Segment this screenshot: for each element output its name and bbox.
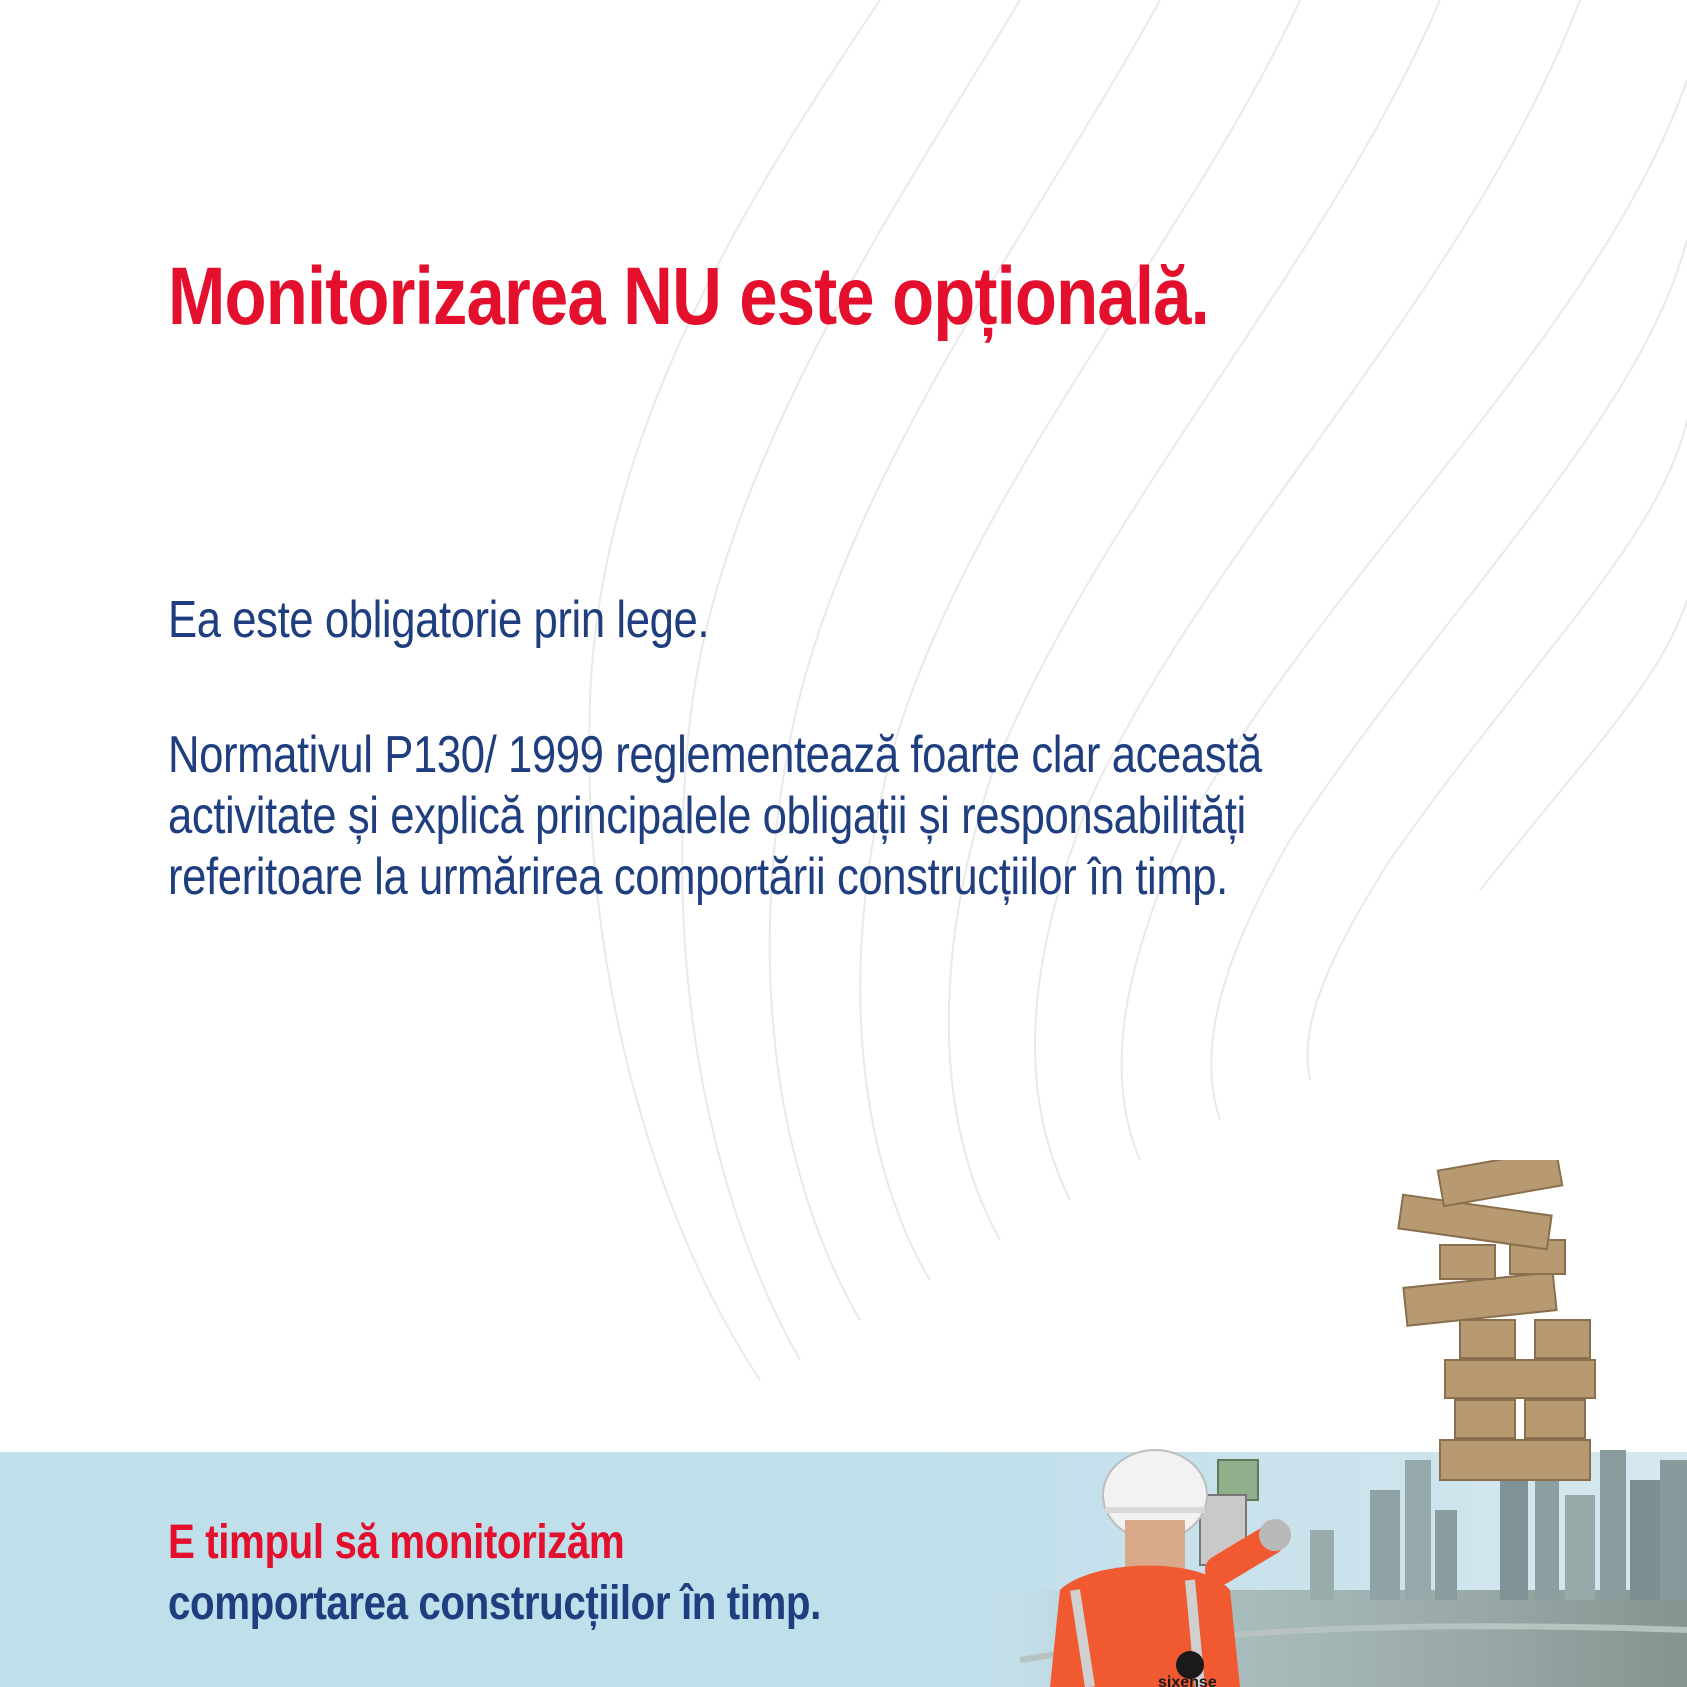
law-paragraph: [168, 725, 1262, 908]
law-paragraph-line-1: Normativul P130/ 1999 reglementează foarte clar această: [168, 726, 1262, 784]
intro-paragraph: Ea este obligatorie prin lege.: [168, 591, 710, 649]
jenga-tower-icon: [1398, 1160, 1595, 1480]
law-paragraph-line-2: activitate și explică principalele obligații și responsabilități: [168, 787, 1246, 845]
tagline-line-1: E timpul să monitorizăm: [168, 1516, 625, 1569]
tagline-line-2: comportarea construcțiilor în timp.: [168, 1577, 821, 1630]
vest-logo-text: sixense: [1158, 1674, 1217, 1687]
law-paragraph-line-3: referitoare la urmărirea comportării construcțiilor în timp.: [168, 848, 1228, 906]
surveyor-jenga-illustration: [900, 1160, 1687, 1687]
headline: Monitorizarea NU este opțională.: [168, 251, 1209, 342]
tagline: [168, 1512, 821, 1634]
